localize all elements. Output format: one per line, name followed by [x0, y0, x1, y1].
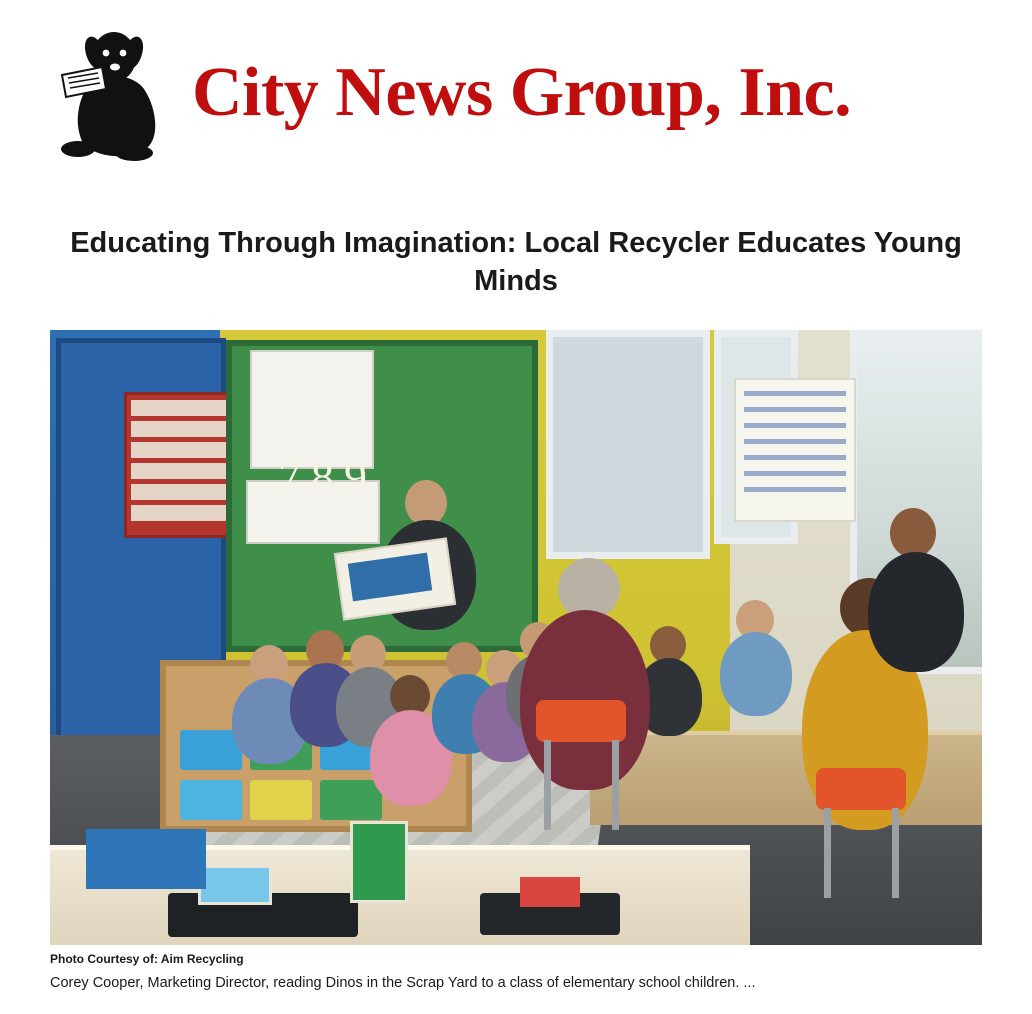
- dog-with-newspaper-icon: [48, 23, 178, 163]
- page-title: Educating Through Imagination: Local Recycler Educates Young Minds: [70, 227, 962, 298]
- site-title: City News Group, Inc.: [192, 54, 852, 131]
- article-figure: [50, 330, 982, 994]
- photo-caption: Corey Cooper, Marketing Director, reading Dinos in the Scrap Yard to a class of elementary school children. ...: [50, 975, 756, 991]
- photo-credit: Photo Courtesy of: Aim Recycling: [50, 952, 244, 966]
- classroom-photo: 789: [50, 330, 982, 945]
- photo-caption-block: [50, 945, 982, 994]
- masthead: [0, 18, 1032, 168]
